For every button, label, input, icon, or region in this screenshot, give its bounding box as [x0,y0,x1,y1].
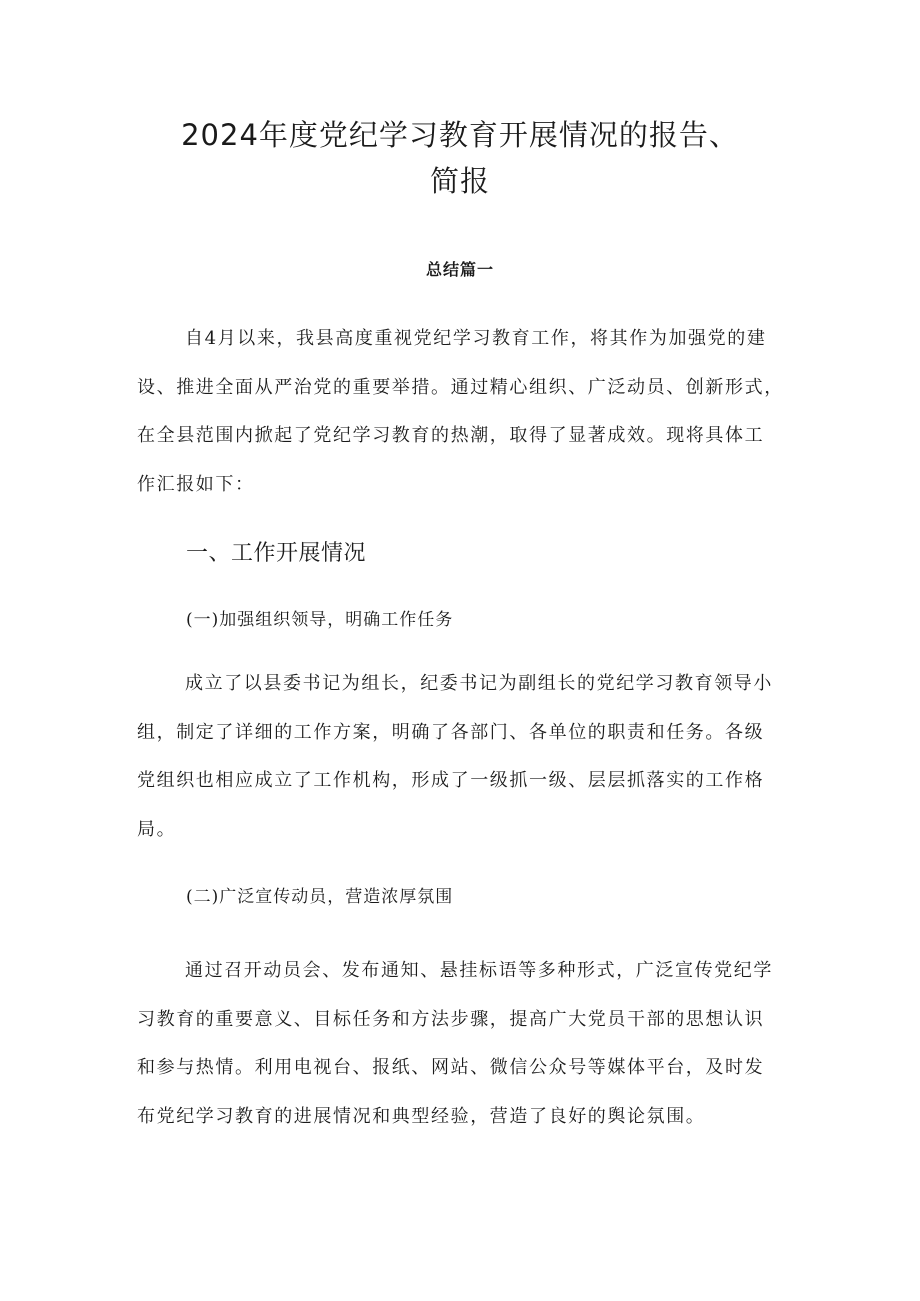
paragraph-line: 自4月以来，我县高度重视党纪学习教育工作，将其作为加强党的建 [185,328,767,349]
paragraph-line: 作汇报如下： [137,473,255,495]
document-title-line1: 2024年度党纪学习教育开展情况的报告、 [181,118,739,152]
subsection-1-paragraph [137,660,789,854]
paragraph-line: 在全县范围内掀起了党纪学习教育的热潮，取得了显著成效。现将具体工 [137,425,765,446]
paragraph-line: 党组织也相应成立了工作机构，形成了一级抓一级、层层抓落实的工作格 [137,770,765,791]
paragraph-line: 布党纪学习教育的进展情况和典型经验，营造了良好的舆论氛围。 [137,1105,706,1127]
subsection-2-paragraph [137,947,789,1141]
paragraph-line: 成立了以县委书记为组长，纪委书记为副组长的党纪学习教育领导小 [185,673,773,694]
paragraph-line: 通过召开动员会、发布通知、悬挂标语等多种形式，广泛宣传党纪学 [185,960,773,981]
paragraph-line: 设、推进全面从严治党的重要举措。通过精心组织、广泛动员、创新形式， [137,376,784,398]
paragraph-line: 习教育的重要意义、目标任务和方法步骤，提高广大党员干部的思想认识 [137,1008,765,1030]
document-title-line2: 简报 [429,164,490,198]
subsection-heading-1: (一)加强组织领导，明确工作任务 [186,610,454,630]
subsection-heading-2: (二)广泛宣传动员，营造浓厚氛围 [186,887,454,907]
paragraph-line: 和参与热情。利用电视台、报纸、网站、微信公众号等媒体平台，及时发 [137,1057,765,1078]
section-heading-1: 一、工作开展情况 [186,541,367,566]
paragraph-line: 组，制定了详细的工作方案，明确了各部门、各单位的职责和任务。各级 [137,721,765,743]
document-subtitle: 总结篇一 [425,260,494,279]
paragraph-line: 局。 [137,818,177,840]
intro-paragraph [137,315,789,509]
